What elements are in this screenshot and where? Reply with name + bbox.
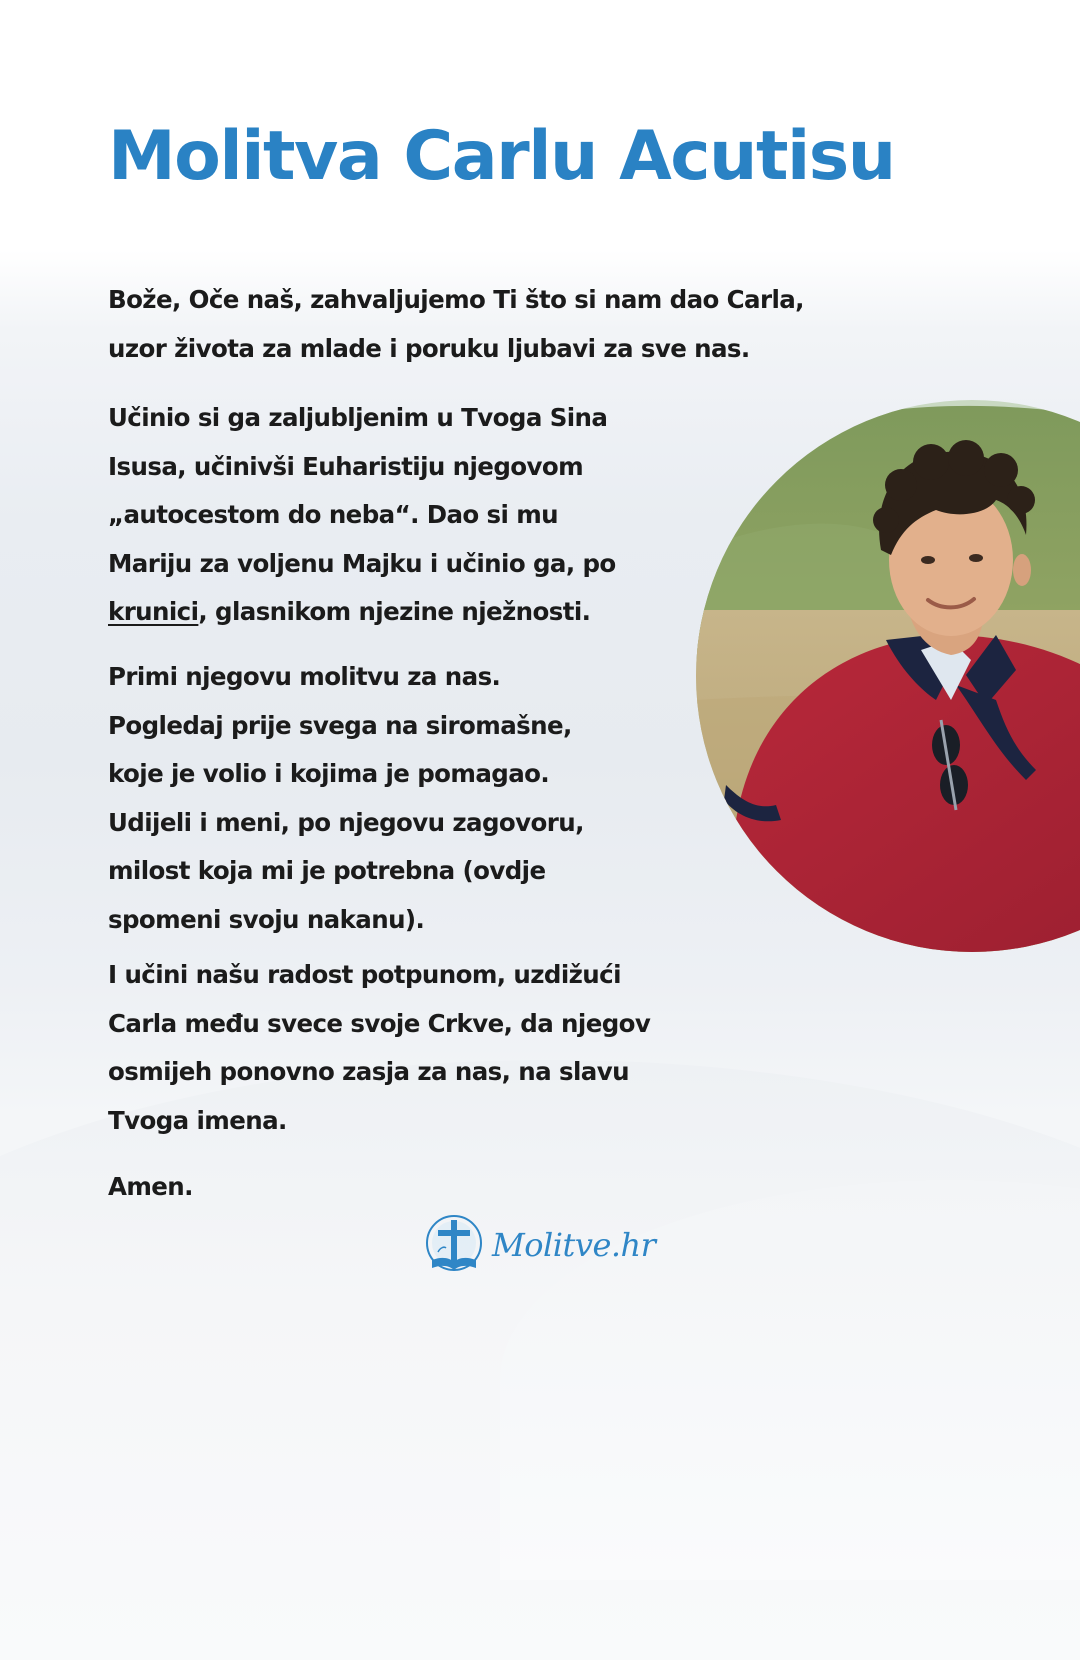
page-title: Molitva Carlu Acutisu	[108, 117, 895, 196]
text-line: Primi njegovu molitvu za nas.	[108, 662, 501, 691]
text-line: spomeni svoju nakanu).	[108, 904, 425, 934]
text-line: uzor života za mlade i poruku ljubavi za sve nas.	[108, 333, 750, 363]
text-line: Bože, Oče naš, zahvaljujemo Ti što si nam dao Carla,	[108, 285, 804, 314]
prayer-amen: Amen.	[108, 1172, 193, 1201]
text-line: Carla među svece svoje Crkve, da njegov	[108, 1008, 651, 1038]
text-line: Isusa, učinivši Euharistiju njegovom	[108, 451, 584, 481]
text-line: I učini našu radost potpunom, uzdižući	[108, 960, 621, 989]
prayer-paragraph-2	[108, 394, 616, 637]
text-line: Mariju za voljenu Majku i učinio ga, po	[108, 548, 616, 578]
cross-book-icon	[418, 1212, 490, 1278]
text-line: Tvoga imena.	[108, 1105, 287, 1135]
text-line: Pogledaj prije svega na siromašne,	[108, 710, 572, 740]
text-fragment: , glasnikom njezine nježnosti.	[198, 597, 591, 627]
text-line	[108, 588, 616, 637]
logo-text: Molitve.hr	[492, 1226, 656, 1264]
text-line: koje je volio i kojima je pomagao.	[108, 759, 550, 789]
text-line: Učinio si ga zaljubljenim u Tvoga Sina	[108, 403, 608, 432]
text-line: „autocestom do neba“. Dao si mu	[108, 500, 559, 530]
text-line: Udijeli i meni, po njegovu zagovoru,	[108, 807, 584, 837]
text-line: milost koja mi je potrebna (ovdje	[108, 856, 546, 886]
molitve-logo[interactable]	[418, 1212, 655, 1278]
krunica-link[interactable]: krunici	[108, 597, 199, 627]
prayer-paragraph-3	[108, 653, 584, 945]
text-line: osmijeh ponovno zasja za nas, na slavu	[108, 1057, 629, 1087]
prayer-paragraph-4	[108, 951, 650, 1145]
prayer-paragraph-1	[108, 276, 804, 373]
